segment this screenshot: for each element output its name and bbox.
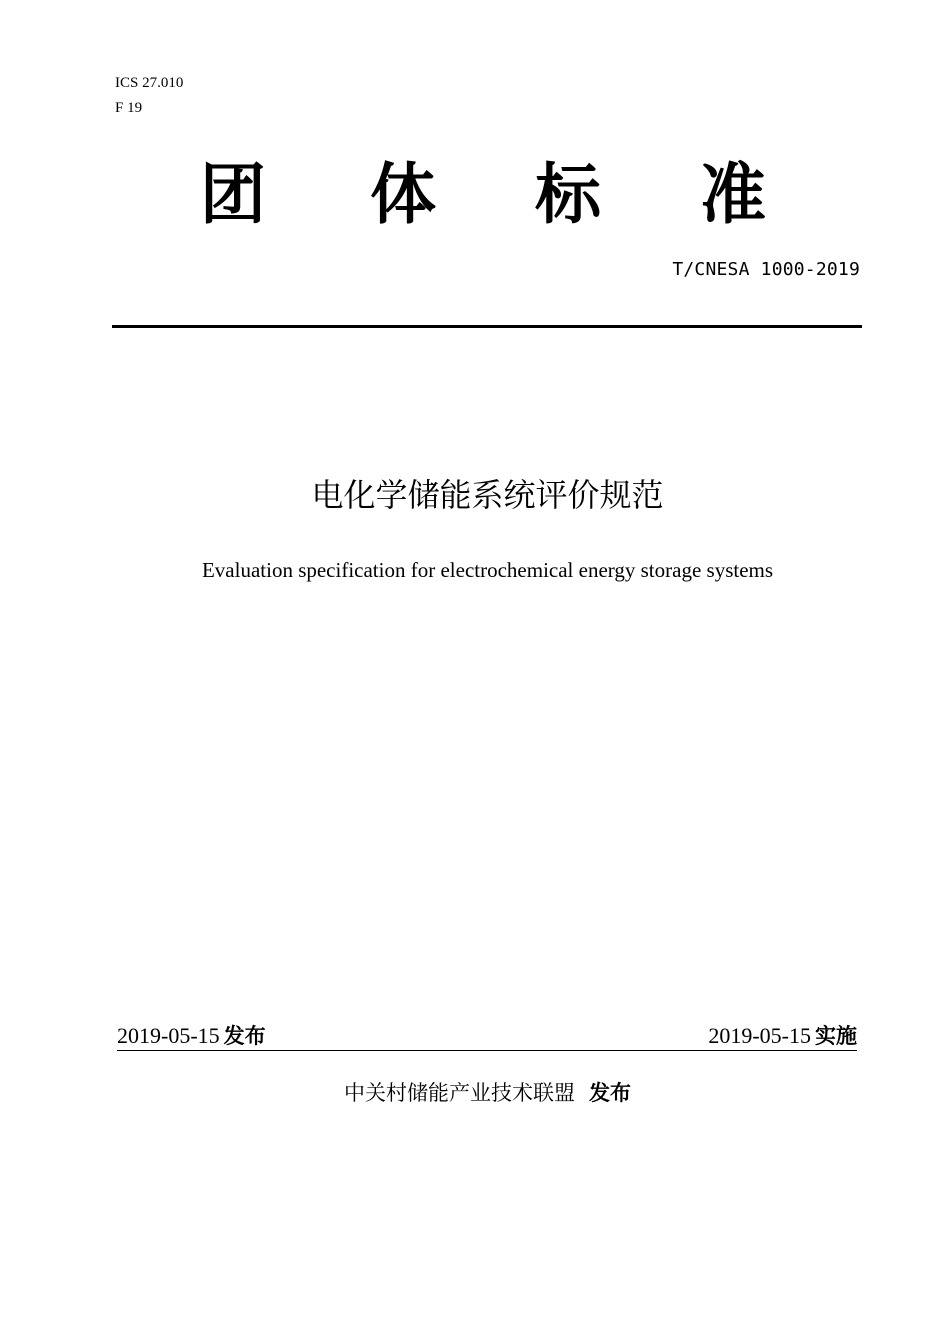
document-type-char: 团 <box>200 156 266 233</box>
title-english: Evaluation specification for electrochemical energy storage systems <box>201 558 774 582</box>
ccs-code: F 19 <box>115 100 143 116</box>
publisher <box>0 1078 950 1108</box>
issue-date <box>117 1022 266 1050</box>
ics-code: ICS 27.010 <box>115 75 184 91</box>
implementation-date-value: 2019-05-15 <box>708 1023 811 1048</box>
issue-date-value: 2019-05-15 <box>117 1023 220 1048</box>
standard-number: T/CNESA 1000-2019 <box>672 259 860 280</box>
document-type-char: 标 <box>535 156 601 233</box>
title-chinese: 电化学储能系统评价规范 <box>311 476 664 514</box>
document-type-char: 体 <box>370 156 436 233</box>
issue-date-label: 发布 <box>223 1024 266 1048</box>
header-divider <box>112 325 862 328</box>
document-type-char: 准 <box>700 156 766 233</box>
implementation-date <box>708 1022 857 1050</box>
document-type-title <box>200 155 800 235</box>
publisher-name: 中关村储能产业技术联盟 <box>344 1081 575 1105</box>
publisher-suffix: 发布 <box>589 1081 631 1105</box>
dates-row <box>117 1022 857 1051</box>
implementation-date-label: 实施 <box>815 1024 857 1048</box>
